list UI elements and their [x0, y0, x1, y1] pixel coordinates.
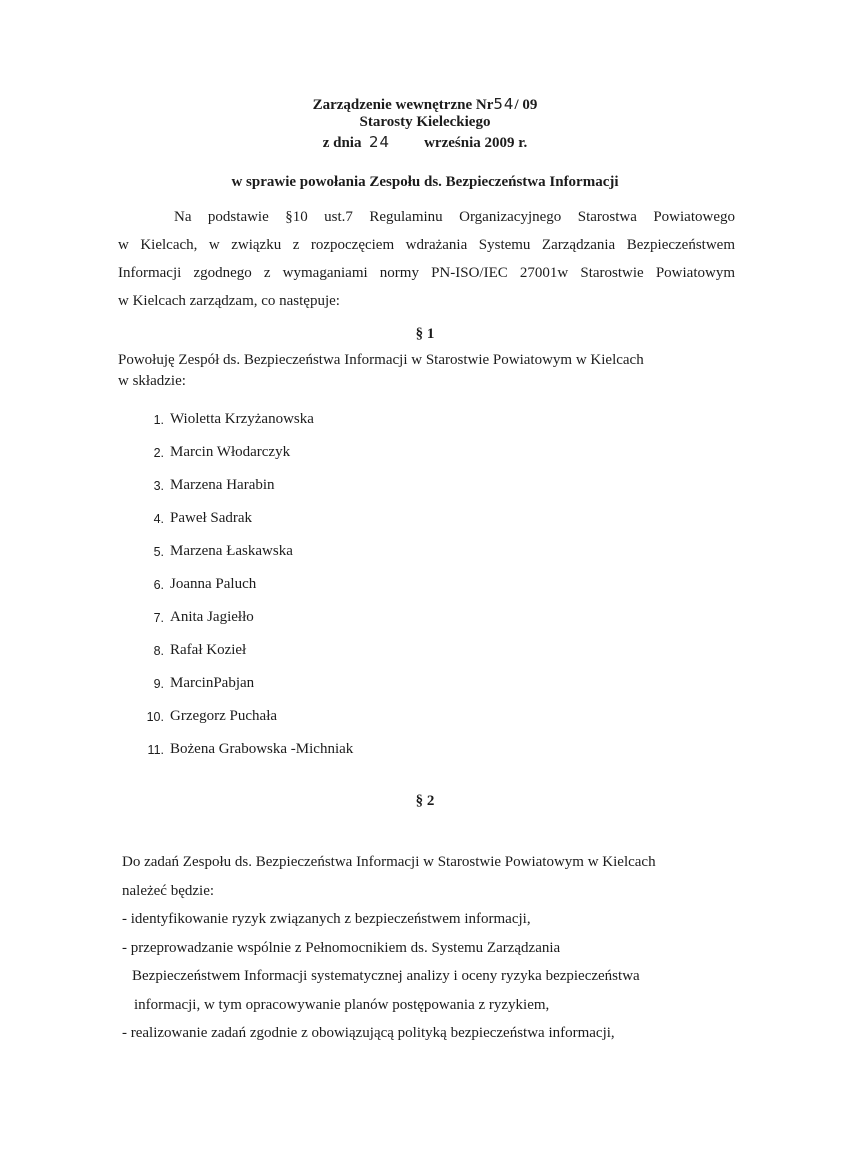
date-suffix: września 2009 r.: [424, 135, 528, 151]
preamble-line: Informacji zgodnego z wymaganiami normy PN-ISO/IEC 27001w Starostwie Powiatowym: [118, 265, 735, 281]
issuer-line: Starosty Kieleckiego: [359, 114, 491, 130]
member-number: 5.: [153, 545, 164, 559]
section-1-intro: [118, 352, 644, 394]
member-name: Paweł Sadrak: [170, 510, 253, 526]
member-number: 2.: [153, 446, 164, 460]
member-number: 6.: [153, 578, 164, 592]
member-name: Wioletta Krzyżanowska: [170, 411, 314, 427]
preamble-line: w Kielcach, w związku z rozpoczęciem wdrażania Systemu Zarządzania Bezpieczeństwem: [118, 237, 735, 253]
order-title-suffix: / 09: [514, 97, 538, 113]
member-number: 11.: [147, 743, 164, 757]
handwritten-order-number: 54: [493, 95, 515, 113]
section-2-intro-line: należeć będzie:: [122, 882, 215, 899]
handwritten-day: 24: [368, 133, 391, 151]
member-name: MarcinPabjan: [170, 675, 255, 691]
section-1-heading: § 1: [415, 326, 435, 342]
member-number: 1.: [153, 413, 164, 427]
section-2-intro-line: Do zadań Zespołu ds. Bezpieczeństwa Informacji w Starostwie Powiatowym w Kielcach: [122, 854, 656, 870]
section-2-body: [122, 848, 656, 1048]
member-name: Anita Jagiełło: [170, 609, 254, 625]
date-line: [0, 133, 850, 152]
member-name: Joanna Paluch: [170, 576, 257, 592]
member-name: Marcin Włodarczyk: [170, 444, 291, 460]
member-number: 4.: [153, 512, 164, 526]
preamble-paragraph: [118, 203, 735, 315]
member-name: Rafał Kozieł: [170, 642, 247, 658]
member-name: Grzegorz Puchała: [170, 708, 278, 724]
preamble-line: Na podstawie §10 ust.7 Regulaminu Organizacyjnego Starostwa Powiatowego: [174, 209, 735, 225]
task-item: - identyfikowanie ryzyk związanych z bezpieczeństwem informacji,: [122, 911, 531, 927]
preamble-line: w Kielcach zarządzam, co następuje:: [118, 293, 340, 309]
task-item: - realizowanie zadań zgodnie z obowiązującą polityką bezpieczeństwa informacji,: [122, 1025, 615, 1041]
task-item-continuation: informacji, w tym opracowywanie planów postępowania z ryzykiem,: [134, 996, 550, 1013]
member-name: Marzena Harabin: [170, 477, 275, 493]
member-number: 7.: [153, 611, 164, 625]
member-name: Bożena Grabowska -Michniak: [170, 741, 354, 757]
task-item-continuation: Bezpieczeństwem Informacji systematycznej analizy i oceny ryzyka bezpieczeństwa: [132, 968, 640, 984]
order-title-line: [0, 95, 850, 114]
member-number: 3.: [153, 479, 164, 493]
task-item: - przeprowadzanie wspólnie z Pełnomocnikiem ds. Systemu Zarządzania: [122, 939, 561, 956]
order-title-prefix: Zarządzenie wewnętrzne Nr: [312, 97, 494, 113]
member-name: Marzena Łaskawska: [170, 543, 293, 559]
section-1-intro-line: w składzie:: [118, 373, 186, 389]
section-1-intro-line: Powołuję Zespół ds. Bezpieczeństwa Informacji w Starostwie Powiatowym w Kielcach: [118, 352, 644, 368]
member-number: 10.: [146, 710, 164, 724]
member-number: 8.: [153, 644, 164, 658]
member-number: 9.: [153, 677, 164, 691]
date-prefix: z dnia: [322, 135, 362, 151]
section-2-heading: § 2: [415, 793, 435, 809]
document-subject: w sprawie powołania Zespołu ds. Bezpieczeństwa Informacji: [231, 174, 619, 190]
